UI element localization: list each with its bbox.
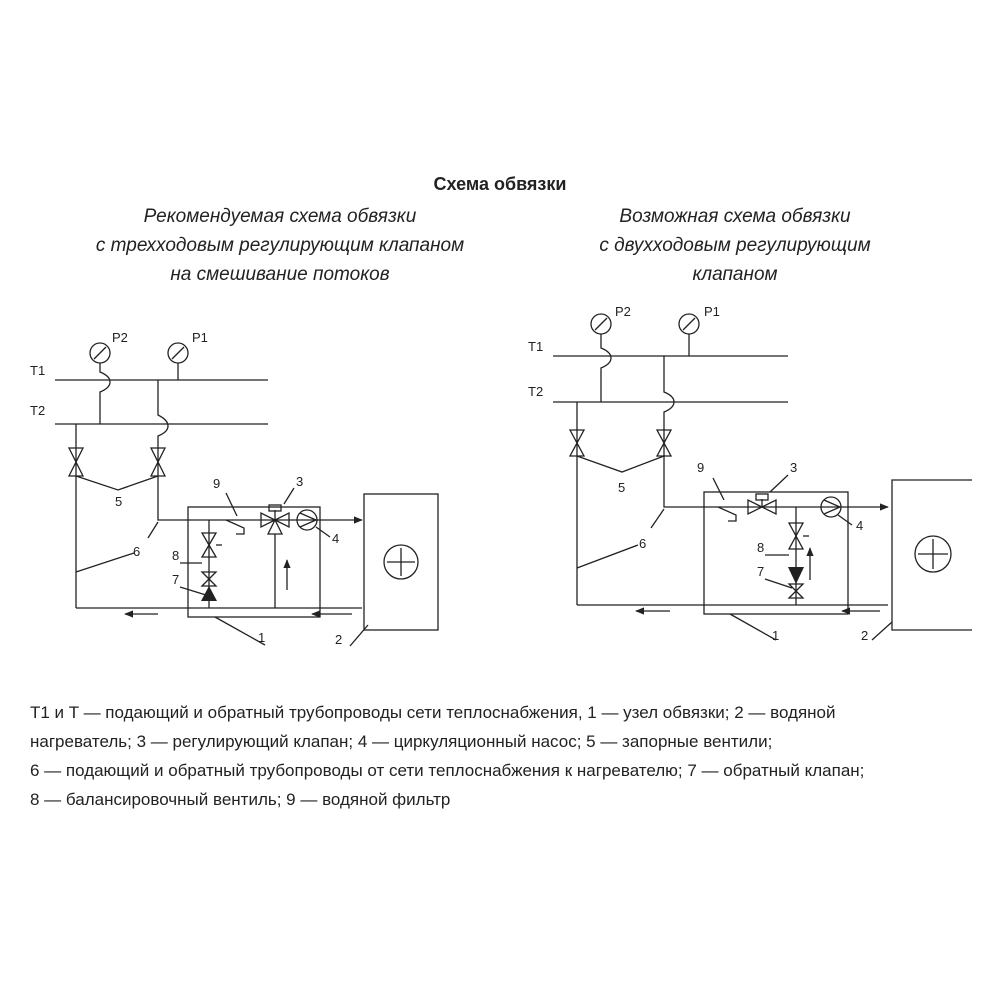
right-label-8: 8 — [757, 540, 765, 555]
legend-line-2: нагреватель; 3 — регулирующий клапан; 4 — циркуляционный насос; 5 — запорные вентили; — [30, 732, 773, 751]
right-filter-icon — [718, 507, 736, 521]
legend-line-3: 6 — подающий и обратный трубопроводы от сети теплоснабжения к нагревателю; 7 — обратный клапан; — [30, 761, 865, 780]
left-t1-label: T1 — [30, 363, 46, 378]
left-subtitle-line-1: Рекомендуемая схема обвязки — [143, 206, 417, 227]
left-label-3: 3 — [296, 474, 304, 489]
right-supply-riser — [664, 356, 674, 507]
left-check-valve-icon — [201, 586, 217, 601]
right-label-5: 5 — [618, 480, 626, 495]
left-label-8: 8 — [172, 548, 180, 563]
right-label-3: 3 — [790, 460, 798, 475]
right-label-6: 6 — [639, 536, 647, 551]
right-subtitle-line-3: клапаном — [692, 264, 778, 285]
left-p1-label: P1 — [192, 330, 208, 345]
left-label-9: 9 — [213, 476, 221, 491]
left-subtitle-line-2: с трехходовым регулирующим клапаном — [95, 235, 465, 256]
right-scheme — [528, 304, 972, 643]
left-label-7: 7 — [172, 572, 180, 587]
left-label-5: 5 — [115, 494, 123, 509]
right-p2-impulse-line — [601, 334, 611, 402]
right-t1-label: T1 — [528, 339, 544, 354]
legend-line-1: T1 и T — подающий и обратный трубопроводы сети теплоснабжения, 1 — узел обвязки; 2 — водяной — [30, 703, 836, 722]
left-label-6: 6 — [133, 544, 141, 559]
right-t2-label: T2 — [528, 384, 544, 399]
left-subtitle-line-3: на смешивание потоков — [170, 264, 390, 285]
legend-line-4: 8 — балансировочный вентиль; 9 — водяной фильтр — [30, 790, 451, 809]
right-p2-label: P2 — [615, 304, 631, 319]
left-t2-label: T2 — [30, 403, 46, 418]
left-supply-riser — [158, 380, 168, 520]
left-label-4: 4 — [332, 531, 340, 546]
right-label-2: 2 — [861, 628, 869, 643]
right-label-1: 1 — [772, 628, 780, 643]
right-label-7: 7 — [757, 564, 765, 579]
legend — [30, 698, 975, 814]
right-subtitle-line-2: с двухходовым регулирующим — [599, 235, 871, 256]
right-subtitle-line-1: Возможная схема обвязки — [619, 206, 851, 227]
right-p1-label: P1 — [704, 304, 720, 319]
left-label-2: 2 — [335, 632, 343, 647]
left-scheme — [30, 330, 438, 647]
diagram-title: Схема обвязки — [433, 174, 567, 194]
left-p2-impulse-line — [100, 363, 110, 424]
right-label-9: 9 — [697, 460, 705, 475]
right-check-valve-icon — [788, 567, 804, 584]
right-label-4: 4 — [856, 518, 864, 533]
left-p2-label: P2 — [112, 330, 128, 345]
left-filter-icon — [226, 520, 244, 534]
right-water-heater — [892, 480, 972, 630]
left-label-1: 1 — [258, 630, 266, 645]
